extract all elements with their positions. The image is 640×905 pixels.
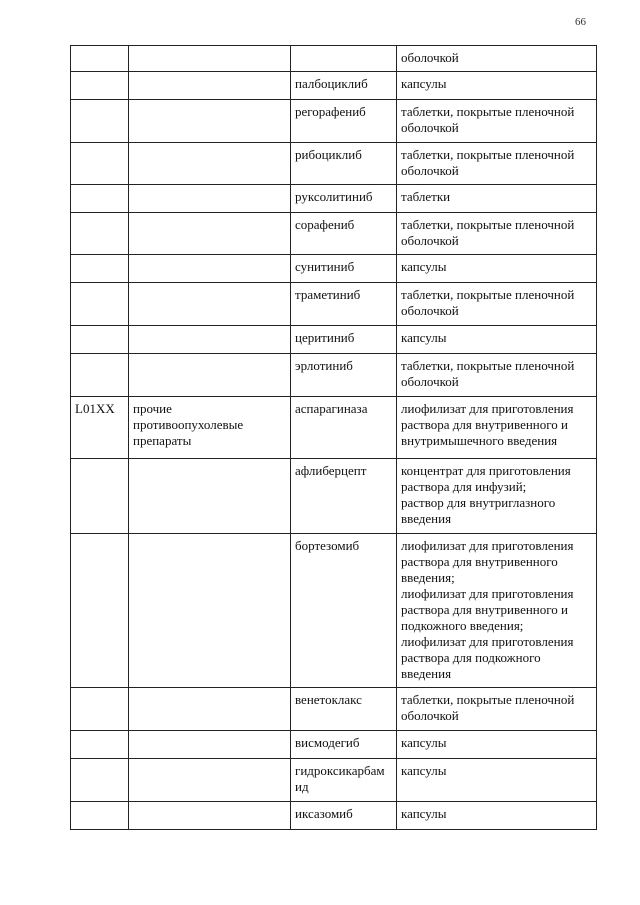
atc-code-cell [71, 354, 129, 397]
dosage-form-cell [397, 185, 597, 213]
drug-name-cell [291, 759, 397, 802]
drug-name-cell [291, 185, 397, 213]
dosage-form-text: введения; [401, 570, 455, 585]
dosage-form-text: оболочкой [401, 233, 459, 248]
dosage-form-text: таблетки, покрытые пленочной [401, 217, 575, 232]
dosage-form-text: лиофилизат для приготовления [401, 401, 574, 416]
table-row [71, 46, 597, 72]
dosage-form-text: раствора для инфузий; [401, 479, 527, 494]
drug-name-cell [291, 802, 397, 830]
group-name-cell [129, 213, 291, 255]
drug-name-text: эрлотиниб [295, 358, 353, 373]
drug-name-text: палбоциклиб [295, 76, 368, 91]
table-row [71, 397, 597, 459]
dosage-form-cell [397, 802, 597, 830]
dosage-form-text: введения [401, 666, 452, 681]
drug-name-text: сунитиниб [295, 259, 355, 274]
drug-name-cell [291, 46, 397, 72]
atc-code-cell [71, 255, 129, 283]
group-name-cell [129, 185, 291, 213]
atc-code-cell [71, 72, 129, 100]
dosage-form-cell [397, 534, 597, 688]
dosage-form-cell [397, 759, 597, 802]
dosage-form-text: таблетки, покрытые пленочной [401, 692, 575, 707]
drug-name-text: висмодегиб [295, 735, 360, 750]
page-number: 66 [575, 16, 586, 28]
dosage-form-text: таблетки, покрытые пленочной [401, 147, 575, 162]
dosage-form-text: таблетки, покрытые пленочной [401, 287, 575, 302]
dosage-form-cell [397, 354, 597, 397]
table-row [71, 731, 597, 759]
group-name-text: прочие [133, 401, 172, 416]
group-name-cell [129, 143, 291, 185]
dosage-form-text: капсулы [401, 763, 447, 778]
table-row [71, 213, 597, 255]
atc-code-cell [71, 100, 129, 143]
drug-name-text: бортезомиб [295, 538, 360, 553]
group-name-cell [129, 283, 291, 326]
atc-code-cell [71, 534, 129, 688]
table-row [71, 354, 597, 397]
drug-name-cell [291, 283, 397, 326]
dosage-form-text: оболочкой [401, 303, 459, 318]
group-name-cell [129, 326, 291, 354]
group-name-cell [129, 802, 291, 830]
dosage-form-cell [397, 46, 597, 72]
drug-name-cell [291, 731, 397, 759]
table-row [71, 326, 597, 354]
table-row [71, 185, 597, 213]
drug-name-text: иксазомиб [295, 806, 353, 821]
group-name-cell [129, 354, 291, 397]
table-row [71, 72, 597, 100]
dosage-form-text: внутримышечного введения [401, 433, 558, 448]
drug-name-cell [291, 354, 397, 397]
dosage-form-text: введения [401, 511, 452, 526]
drug-name-cell [291, 72, 397, 100]
group-name-cell [129, 255, 291, 283]
dosage-form-cell [397, 72, 597, 100]
dosage-form-text: оболочкой [401, 163, 459, 178]
table-row [71, 688, 597, 731]
drug-name-text: гидроксикарбам [295, 763, 385, 778]
dosage-form-cell [397, 213, 597, 255]
drug-name-cell [291, 213, 397, 255]
drug-name-text: траметиниб [295, 287, 361, 302]
dosage-form-text: раствора для подкожного [401, 650, 541, 665]
atc-code-cell [71, 46, 129, 72]
drug-name-text: аспарагиназа [295, 401, 368, 416]
group-name-cell [129, 731, 291, 759]
drug-name-text: ид [295, 779, 309, 794]
table-row [71, 143, 597, 185]
table-row [71, 283, 597, 326]
group-name-cell [129, 688, 291, 731]
dosage-form-text: капсулы [401, 76, 447, 91]
atc-code-cell [71, 688, 129, 731]
dosage-form-text: капсулы [401, 735, 447, 750]
table-row [71, 759, 597, 802]
dosage-form-cell [397, 459, 597, 534]
atc-code-cell [71, 802, 129, 830]
group-name-cell [129, 100, 291, 143]
drug-name-cell [291, 326, 397, 354]
drug-name-cell [291, 688, 397, 731]
table-row [71, 802, 597, 830]
drug-name-cell [291, 255, 397, 283]
group-name-text: противоопухолевые [133, 417, 244, 432]
dosage-form-text: концентрат для приготовления [401, 463, 571, 478]
dosage-form-text: подкожного введения; [401, 618, 524, 633]
dosage-form-cell [397, 688, 597, 731]
drug-table-body [71, 46, 597, 830]
dosage-form-text: таблетки [401, 189, 451, 204]
dosage-form-text: раствора для внутривенного и [401, 602, 568, 617]
group-name-cell [129, 759, 291, 802]
drug-name-text: церитиниб [295, 330, 355, 345]
dosage-form-text: лиофилизат для приготовления [401, 538, 574, 553]
drug-name-text: регорафениб [295, 104, 366, 119]
dosage-form-text: таблетки, покрытые пленочной [401, 104, 575, 119]
table-row [71, 100, 597, 143]
atc-code-cell [71, 759, 129, 802]
drug-name-cell [291, 143, 397, 185]
group-name-cell [129, 397, 291, 459]
atc-code-cell [71, 397, 129, 459]
atc-code-cell [71, 213, 129, 255]
drug-name-text: руксолитиниб [295, 189, 373, 204]
drug-name-cell [291, 459, 397, 534]
atc-code-cell [71, 143, 129, 185]
dosage-form-cell [397, 100, 597, 143]
dosage-form-text: капсулы [401, 259, 447, 274]
drug-table [70, 45, 597, 830]
dosage-form-cell [397, 731, 597, 759]
dosage-form-text: лиофилизат для приготовления [401, 634, 574, 649]
atc-code-cell [71, 459, 129, 534]
group-name-cell [129, 534, 291, 688]
group-name-cell [129, 72, 291, 100]
drug-name-cell [291, 100, 397, 143]
dosage-form-text: капсулы [401, 330, 447, 345]
dosage-form-text: оболочкой [401, 708, 459, 723]
drug-name-text: афлиберцепт [295, 463, 367, 478]
group-name-text: препараты [133, 433, 192, 448]
drug-name-text: сорафениб [295, 217, 355, 232]
dosage-form-cell [397, 143, 597, 185]
dosage-form-text: оболочкой [401, 120, 459, 135]
drug-name-cell [291, 397, 397, 459]
group-name-cell [129, 459, 291, 534]
dosage-form-text: раствора для внутривенного [401, 554, 558, 569]
atc-code-cell [71, 283, 129, 326]
atc-code-cell [71, 731, 129, 759]
table-row [71, 534, 597, 688]
group-name-cell [129, 46, 291, 72]
atc-code-cell [71, 326, 129, 354]
dosage-form-text: капсулы [401, 806, 447, 821]
table-row [71, 255, 597, 283]
dosage-form-cell [397, 255, 597, 283]
dosage-form-text: оболочкой [401, 374, 459, 389]
dosage-form-cell [397, 283, 597, 326]
dosage-form-text: раствора для внутривенного и [401, 417, 568, 432]
dosage-form-cell [397, 326, 597, 354]
drug-name-text: рибоциклиб [295, 147, 362, 162]
dosage-form-cell [397, 397, 597, 459]
dosage-form-text: оболочкой [401, 50, 459, 65]
drug-name-text: венетоклакс [295, 692, 362, 707]
dosage-form-text: таблетки, покрытые пленочной [401, 358, 575, 373]
atc-code-text: L01XX [75, 401, 115, 416]
atc-code-cell [71, 185, 129, 213]
drug-name-cell [291, 534, 397, 688]
dosage-form-text: лиофилизат для приготовления [401, 586, 574, 601]
dosage-form-text: раствор для внутриглазного [401, 495, 556, 510]
table-row [71, 459, 597, 534]
